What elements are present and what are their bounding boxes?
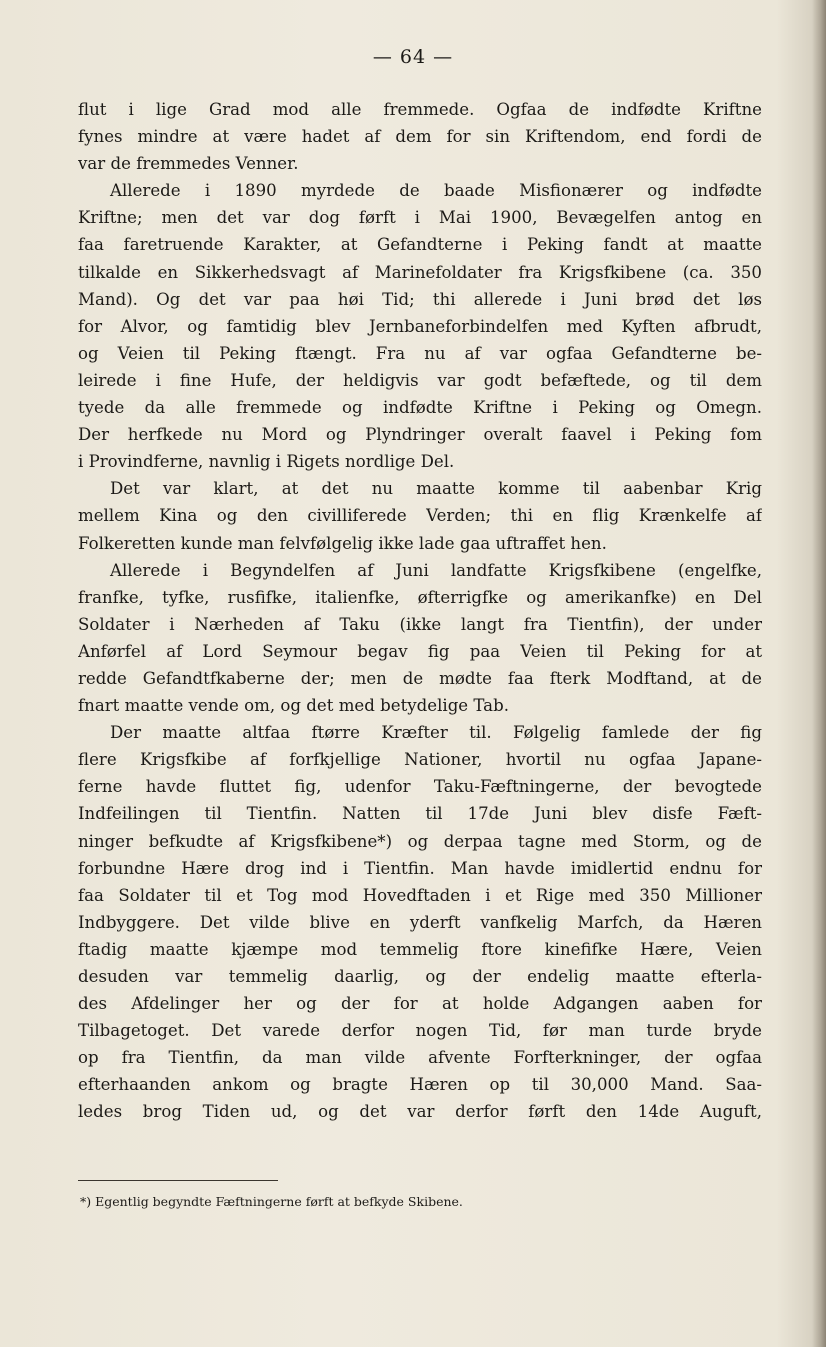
text-line: faa Soldater til et Tog mod Hovedftaden i et Rige med 350 Millioner [78,885,762,905]
text-line: Allerede i 1890 myrdede de baade Misfionærer og indfødte [110,181,762,201]
text-line: Der herfkede nu Mord og Plyndringer overalt faavel i Peking fom [78,425,762,445]
text-line: Allerede i Begyndelfen af Juni landfatte Krigsfkibene (engelfke, [110,560,762,580]
text-line: Kriftne; men det var dog førft i Mai 1900, Bevægelfen antog en [78,208,762,228]
text-line: franfke, tyfke, rusfifke, italienfke, øfterrigfke og amerikanfke) en Del [78,587,762,607]
text-line: Der maatte altfaa ftørre Kræfter til. Følgelig famlede der fig [110,723,762,743]
text-line: forbundne Hære drog ind i Tientfin. Man havde imidlertid endnu for [78,858,762,878]
text-line: des Afdelinger her og der for at holde Adgangen aaben for [78,994,762,1014]
text-line: Folkeretten kunde man felvfølgelig ikke lade gaa uftraffet hen. [78,533,607,553]
page-edge-shadow [812,0,826,1347]
text-line: i Provindferne, navnlig i Rigets nordlige Del. [78,452,455,472]
text-line: ferne havde fluttet fig, udenfor Taku-Fæftningerne, der bevogtede [78,777,762,797]
text-line: efterhaanden ankom og bragte Hæren op til 30,000 Mand. Saa- [78,1075,762,1095]
text-line: faa faretruende Karakter, at Gefandterne i Peking fandt at maatte [78,235,762,255]
page-number: — 64 — [372,46,454,68]
text-line: var de fremmedes Venner. [78,154,299,174]
text-line: flere Krigsfkibe af forfkjellige Nationer, hvortil nu ogfaa Japane- [78,750,762,770]
text-line: leirede i fine Hufe, der heldigvis var godt befæftede, og til dem [78,370,762,390]
text-line: redde Gefandtfkaberne der; men de mødte faa fterk Modftand, at de [78,668,762,688]
footnote-rule [78,1180,278,1181]
text-line: op fra Tientfin, da man vilde afvente Forfterkninger, der ogfaa [78,1048,762,1068]
text-line: ledes brog Tiden ud, og det var derfor førft den 14de Auguft, [78,1102,762,1122]
text-line: mellem Kina og den civilliferede Verden; thi en flig Krænkelfe af [78,506,762,526]
text-line: tyede da alle fremmede og indfødte Kriftne i Peking og Omegn. [78,398,762,418]
text-line: fnart maatte vende om, og det med betydelige Tab. [78,696,509,716]
text-line: Soldater i Nærheden af Taku (ikke langt fra Tientfin), der under [78,614,762,634]
text-line: for Alvor, og famtidig blev Jernbaneforbindelfen med Kyften afbrudt, [78,316,762,336]
text-line: Mand). Og det var paa høi Tid; thi allerede i Juni brød det løs [78,289,762,309]
text-line: Indbyggere. Det vilde blive en yderft vanfkelig Marfch, da Hæren [78,912,762,932]
text-line: tilkalde en Sikkerhedsvagt af Marinefoldater fra Krigsfkibene (ca. 350 [78,262,762,282]
text-line: fynes mindre at være hadet af dem for sin Kriftendom, end fordi de [78,127,762,147]
text-line: og Veien til Peking ftængt. Fra nu af var ogfaa Gefandterne be- [78,343,762,363]
body-text [78,96,762,1126]
text-line: Indfeilingen til Tientfin. Natten til 17de Juni blev disfe Fæft- [78,804,762,824]
text-line: Det var klart, at det nu maatte komme til aabenbar Krig [110,479,762,499]
text-line: ninger befkudte af Krigsfkibene*) og derpaa tagne med Storm, og de [78,831,762,851]
text-line: flut i lige Grad mod alle fremmede. Ogfaa de indfødte Kriftne [78,100,762,119]
footnote: *) Egentlig begyndte Fæftningerne førft at befkyde Skibene. [80,1194,463,1209]
text-line: Tilbagetoget. Det varede derfor nogen Tid, før man turde bryde [78,1021,762,1041]
text-line: Anførfel af Lord Seymour begav fig paa Veien til Peking for at [78,641,762,661]
text-line: desuden var temmelig daarlig, og der endelig maatte efterla- [78,967,762,986]
text-line: ftadig maatte kjæmpe mod temmelig ftore kinefifke Hære, Veien [78,939,762,959]
